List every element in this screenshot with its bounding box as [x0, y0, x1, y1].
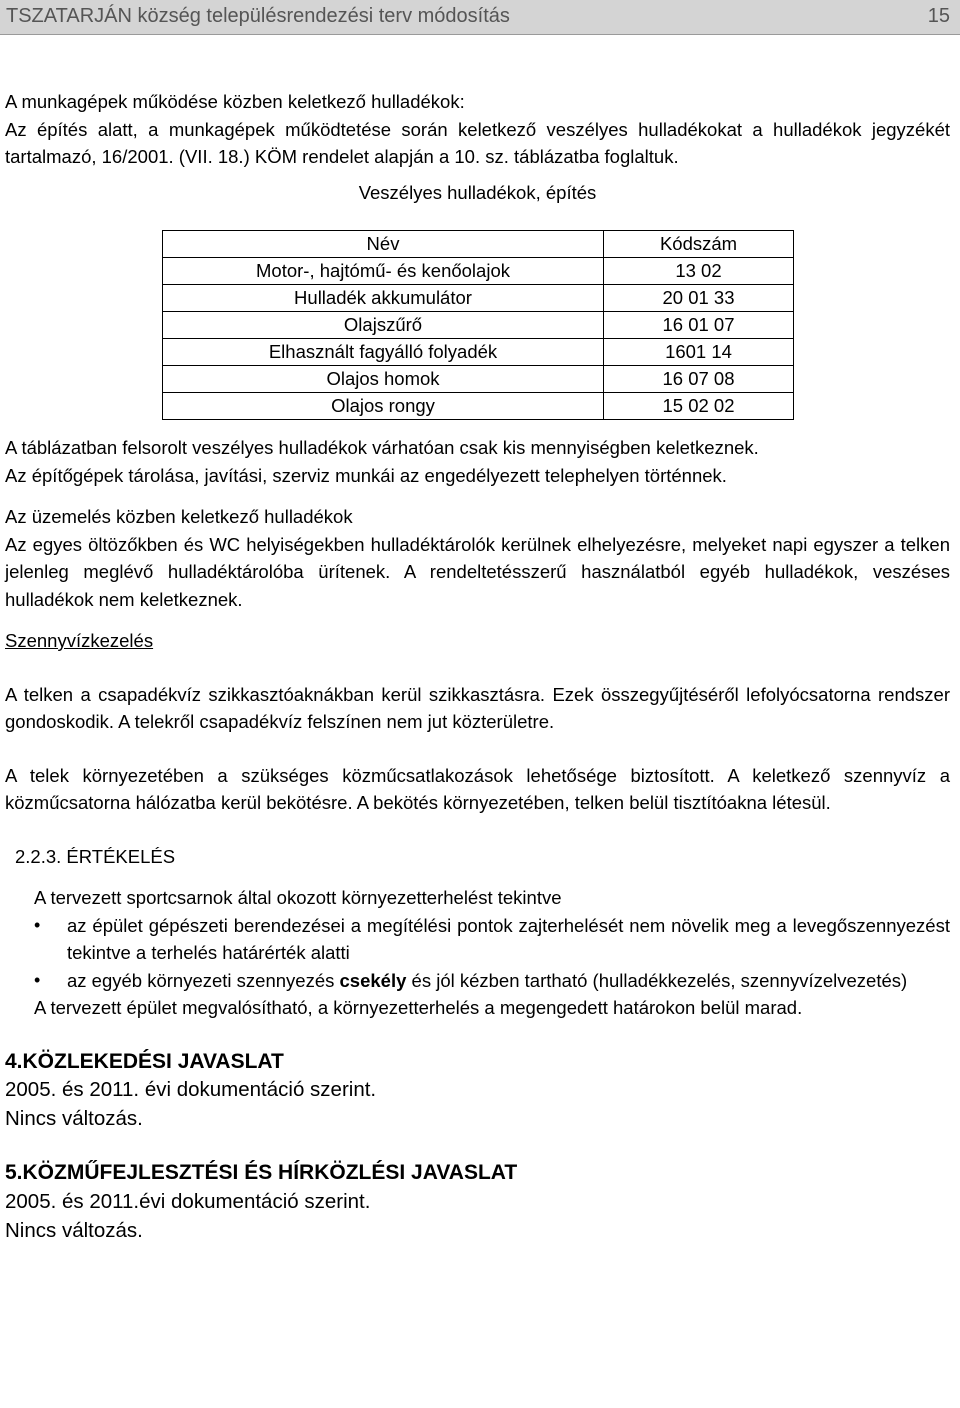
waste-code-cell: 13 02 [604, 258, 794, 285]
bullet-text-2b: és jól kézben tartható (hulladékkezelés, szennyvízelvezetés) [406, 969, 908, 991]
utilities-line-2: Nincs változás. [5, 1218, 143, 1242]
table-note-1: A táblázatban felsorolt veszélyes hulladékok várhatóan csak kis mennyiségben keletkeznek. [5, 437, 759, 458]
table-row [163, 258, 794, 285]
evaluation-list [5, 912, 950, 995]
table-row [163, 312, 794, 339]
table-row [163, 285, 794, 312]
evaluation-heading: 2.2.3. ÉRTÉKELÉS [15, 845, 176, 867]
machinery-waste-text: Az építés alatt, a munkagépek működtetése során keletkező veszélyes hulladékokat a hulladékok jegyzékét tartalmazó, 16/2001. (VII. 18.) KÖM rendelet alapján a 10. sz. táblázatba foglaltuk. [5, 118, 950, 167]
waste-code-cell: 1601 14 [604, 339, 794, 366]
operation-waste-text: Az egyes öltözőkben és WC helyiségekben hulladéktárolók kerülnek elhelyezésre, melyeket napi egyszer a telken jelenleg meglévő hulladéktárolóba ürítenek. A rendeltetésszerű használatból egyéb hulladékok, veszéses hulladékok nem keletkeznek. [5, 533, 950, 610]
waste-name-cell: Hulladék akkumulátor [163, 285, 604, 312]
transport-line-2: Nincs változás. [5, 1107, 143, 1130]
list-item [34, 912, 950, 967]
page-number: 15 [927, 5, 950, 27]
utilities-line-1: 2005. és 2011.évi dokumentáció szerint. [5, 1189, 371, 1213]
table-row [163, 393, 794, 420]
table-row [163, 339, 794, 366]
bullet-text-2a: az egyéb környezeti szennyezés [67, 969, 340, 991]
waste-name-cell: Motor-, hajtómű- és kenőolajok [163, 258, 604, 285]
table-header-row [163, 231, 794, 258]
page-content [5, 88, 950, 1245]
bullet-text-1: az épület gépészeti berendezései a megítélési pontok zajterhelését nem növelik meg a levegőszennyezést tekintve a terhelés határérték alatti [67, 914, 950, 963]
sewage-paragraph-1: A telken a csapadékvíz szikkasztóaknákban kerül szikkasztásra. Ezek összegyűjtéséről lefolyócsatorna rendszer gondoskodik. A telekről csapadékvíz felszínen nem jut közterületre. [5, 683, 950, 732]
page-header [0, 0, 960, 35]
machinery-waste-heading: A munkagépek működése közben keletkező hulladékok: [5, 91, 465, 112]
sewage-heading: Szennyvízkezelés [5, 630, 154, 651]
bullet-text-2-bold: csekély [339, 969, 407, 991]
waste-code-cell: 16 07 08 [604, 366, 794, 393]
hazardous-waste-table [162, 230, 794, 420]
waste-name-cell: Olajos homok [163, 366, 604, 393]
waste-code-cell: 15 02 02 [604, 393, 794, 420]
table-row [163, 366, 794, 393]
waste-name-cell: Olajos rongy [163, 393, 604, 420]
utilities-heading: 5.KÖZMŰFEJLESZTÉSI ÉS HÍRKÖZLÉSI JAVASLAT [5, 1161, 518, 1184]
bullet-icon: • [34, 969, 41, 990]
operation-waste-heading: Az üzemelés közben keletkező hulladékok [5, 506, 353, 527]
waste-name-cell: Elhasznált fagyálló folyadék [163, 339, 604, 366]
waste-name-cell: Olajszűrő [163, 312, 604, 339]
list-item [34, 967, 950, 995]
sewage-paragraph-2: A telek környezetében a szükséges közműcsatlakozások lehetősége biztosított. A keletkező szennyvíz a közműcsatorna hálózatba kerül bekötésre. A bekötés környezetében, telken belül tisztítóakna létesül. [5, 764, 950, 813]
waste-code-cell: 16 01 07 [604, 312, 794, 339]
bullet-icon: • [34, 914, 41, 935]
evaluation-intro: A tervezett sportcsarnok által okozott környezetterhelést tekintve [34, 887, 562, 908]
evaluation-conclusion: A tervezett épület megvalósítható, a környezetterhelés a megengedett határokon belül marad. [34, 997, 803, 1018]
document-title: TSZATARJÁN község településrendezési terv módosítás [6, 5, 510, 27]
table-note-2: Az építőgépek tárolása, javítási, szerviz munkái az engedélyezett telephelyen történnek. [5, 464, 727, 486]
table-caption: Veszélyes hulladékok, építés [358, 181, 597, 203]
column-header-name: Név [163, 231, 604, 258]
transport-line-1: 2005. és 2011. évi dokumentáció szerint. [5, 1078, 377, 1101]
column-header-code: Kódszám [604, 231, 794, 258]
waste-code-cell: 20 01 33 [604, 285, 794, 312]
transport-heading: 4.KÖZLEKEDÉSI JAVASLAT [5, 1049, 284, 1073]
